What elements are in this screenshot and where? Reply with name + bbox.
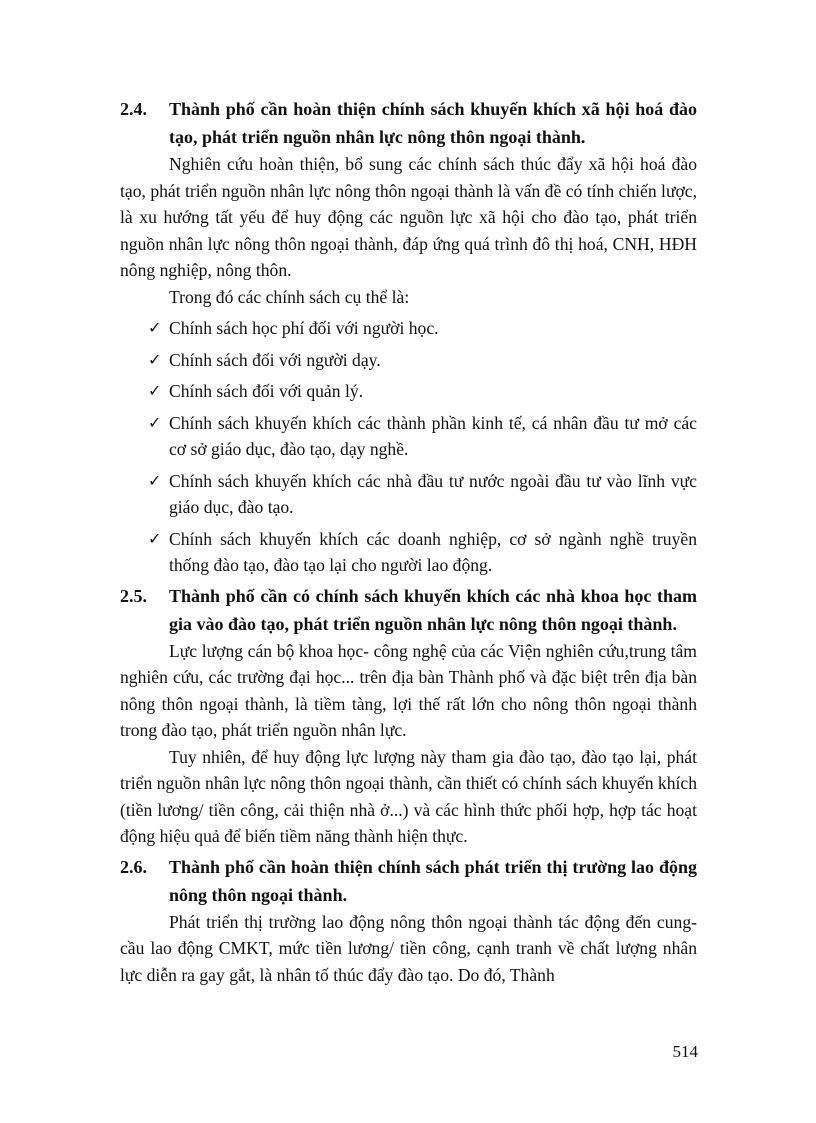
paragraph: Phát triển thị trường lao động nông thôn ngoại thành tác động đến cung- cầu lao động CMKT, mức tiền lương/ tiền công, cạnh tranh về chất lượng nhân lực diễn ra gay gắt, là nhân tố thúc đẩy đào tạo. Do đó, Thành [120,911,697,985]
checkmark-icon: ✓ [148,381,162,400]
checklist-item: ✓ Chính sách khuyến khích các thành phần kinh tế, cá nhân đầu tư mở các cơ sở giáo dục, đào tạo, dạy nghề. [120,410,697,463]
section-heading-2-5 [120,582,697,638]
section-number: 2.6. [120,856,147,877]
checkmark-icon: ✓ [148,412,162,432]
checkmark-icon: ✓ [148,318,162,337]
page-content [120,92,697,988]
paragraph: Lực lượng cán bộ khoa học- công nghệ của các Viện nghiên cứu,trung tâm nghiên cứu, các trường đại học... trên địa bàn Thành phố và đặc biệt trên địa bàn nông thôn ngoại thành, là tiềm tàng, lợi thế rất lớn cho nông thôn ngoại thành trong đào tạo, phát triển nguồn nhân lực. [120,640,697,740]
section-title: Thành phố cần hoàn thiện chính sách phát triển thị trường lao động nông thôn ngoại thành. [169,856,697,905]
section-number: 2.4. [120,99,147,119]
section-title: Thành phố cần có chính sách khuyến khích các nhà khoa học tham gia vào đào tạo, phát triển nguồn nhân lực nông thôn ngoại thành. [169,585,697,634]
section-number: 2.5. [120,585,147,606]
policy-checklist [120,315,697,579]
section-title: Thành phố cần hoàn thiện chính sách khuyến khích xã hội hoá đào tạo, phát triển nguồn nhân lực nông thôn ngoại thành. [169,99,697,147]
checkmark-icon: ✓ [148,470,162,490]
checkmark-icon: ✓ [148,528,162,548]
page-number: 514 [672,1042,698,1061]
section-heading-2-6 [120,853,697,909]
checklist-item: ✓ Chính sách khuyến khích các nhà đầu tư nước ngoài đầu tư vào lĩnh vực giáo dục, đào tạo. [120,468,697,521]
paragraph: Trong đó các chính sách cụ thể là: [169,286,410,307]
checklist-item: ✓ Chính sách học phí đối với người học. [120,315,697,342]
paragraph: Nghiên cứu hoàn thiện, bổ sung các chính sách thúc đẩy xã hội hoá đào tạo, phát triển nguồn nhân lực nông thôn ngoại thành là vấn đề có tính chiến lược, là xu hướng tất yếu để huy động các nguồn lực xã hội cho đào tạo, phát triển nguồn nhân lực nông thôn ngoại thành, đáp ứng quá trình đô thị hoá, CNH, HĐH nông nghiệp, nông thôn. [120,154,697,280]
checkmark-icon: ✓ [148,349,162,369]
checklist-item: ✓ Chính sách khuyến khích các doanh nghiệp, cơ sở ngành nghề truyền thống đào tạo, đào tạo lại cho người lao động. [120,526,697,579]
paragraph: Tuy nhiên, để huy động lực lượng này tham gia đào tạo, đào tạo lại, phát triển nguồn nhân lực nông thôn ngoại thành, cần thiết có chính sách khuyến khích (tiền lương/ tiền công, cải thiện nhà ở...) và các hình thức phối hợp, hợp tác hoạt động hiệu quả để biến tiềm năng thành hiện thực. [120,746,697,846]
section-heading-2-4 [120,95,697,151]
checklist-item: ✓ Chính sách đối với quản lý. [120,378,697,405]
checklist-item: ✓ Chính sách đối với người dạy. [120,347,697,374]
